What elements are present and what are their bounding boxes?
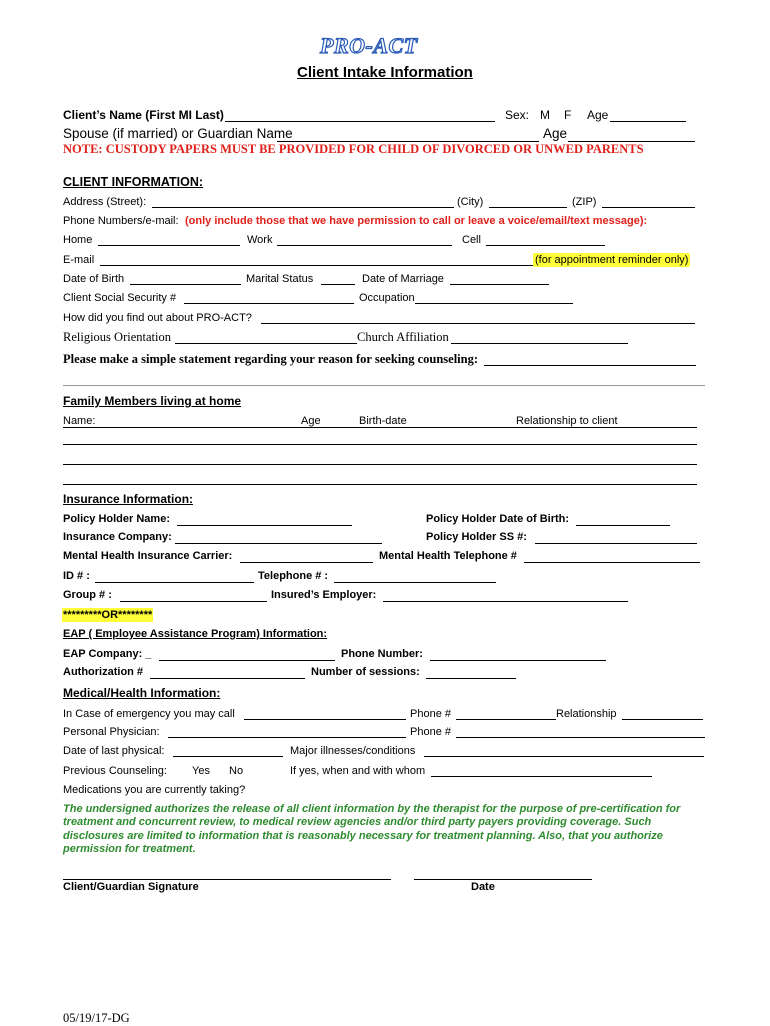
last-physical-label: Date of last physical: — [63, 745, 165, 757]
illnesses-line[interactable] — [424, 756, 704, 757]
mh-telephone-label: Mental Health Telephone # — [379, 550, 517, 562]
sex-m[interactable]: M — [540, 108, 550, 122]
group-line[interactable] — [120, 601, 267, 602]
phone-numbers-label: Phone Numbers/e-mail: — [63, 215, 179, 227]
mh-carrier-line[interactable] — [240, 562, 373, 563]
policy-holder-name-line[interactable] — [177, 525, 352, 526]
emergency-phone-line[interactable] — [456, 719, 556, 720]
telephone-line[interactable] — [334, 582, 496, 583]
family-row-line[interactable] — [63, 464, 697, 465]
authorization-label: Authorization # — [63, 666, 144, 678]
marital-status-line[interactable] — [321, 284, 355, 285]
page-title: Client Intake Information — [297, 64, 473, 81]
section-divider — [63, 385, 705, 386]
prev-yes-option[interactable]: Yes — [192, 765, 210, 777]
family-rel-col: Relationship to client — [516, 415, 618, 427]
address-label: Address (Street): — [63, 196, 147, 208]
phone-permission-note: (only include those that we have permission to call or leave a voice/email/text message): — [185, 215, 648, 227]
policy-holder-dob-label: Policy Holder Date of Birth: — [426, 513, 570, 525]
medical-heading: Medical/Health Information: — [63, 686, 221, 700]
client-info-heading: CLIENT INFORMATION: — [63, 175, 204, 189]
work-label: Work — [247, 234, 273, 246]
if-yes-label: If yes, when and with whom — [290, 765, 426, 777]
date-of-marriage-line[interactable] — [450, 284, 549, 285]
religious-line[interactable] — [175, 343, 357, 344]
eap-heading: EAP ( Employee Assistance Program) Information: — [63, 628, 328, 640]
id-label: ID # : — [63, 570, 90, 582]
if-yes-line[interactable] — [431, 776, 652, 777]
employer-line[interactable] — [383, 601, 628, 602]
religious-label: Religious Orientation — [63, 330, 171, 344]
insurance-company-label: Insurance Company: — [63, 531, 172, 543]
policy-holder-ss-label: Policy Holder SS #: — [426, 531, 527, 543]
statement-line[interactable] — [484, 365, 696, 366]
mh-carrier-label: Mental Health Insurance Carrier: — [63, 550, 233, 562]
family-row-line[interactable] — [63, 444, 697, 445]
pro-act-logo — [320, 33, 418, 59]
cell-label: Cell — [462, 234, 481, 246]
custody-note: NOTE: CUSTODY PAPERS MUST BE PROVIDED FOR CHILD OF DIVORCED OR UNWED PARENTS — [63, 142, 644, 156]
id-line[interactable] — [95, 582, 254, 583]
telephone-label: Telephone # : — [258, 570, 329, 582]
home-line[interactable] — [98, 245, 240, 246]
client-signature-line[interactable] — [63, 879, 391, 880]
medications-label: Medications you are currently taking? — [63, 784, 246, 796]
work-line[interactable] — [277, 245, 452, 246]
sex-f[interactable]: F — [564, 108, 572, 122]
eap-company-label: EAP Company: _ — [63, 648, 152, 660]
date-of-marriage-label: Date of Marriage — [362, 273, 444, 285]
family-header-line — [63, 427, 697, 428]
relationship-line[interactable] — [622, 719, 703, 720]
address-line[interactable] — [152, 207, 454, 208]
authorization-paragraph: The undersigned authorizes the release of all client information by the therapist for the purpose of pre-certification for treatment and concurrent review, to medical review agencies and/or third party payers providing coverage. Such disclosures are limited to information that is reasonably necessary for treatment planning. Also, that you authorize permission for treatment. — [63, 803, 681, 856]
dob-label: Date of Birth — [63, 273, 125, 285]
spouse-label: Spouse (if married) or Guardian Name — [63, 126, 293, 141]
insurance-heading: Insurance Information: — [63, 492, 194, 506]
clients-name-label: Client’s Name (First MI Last) — [63, 108, 224, 122]
church-label: Church Affiliation — [357, 330, 449, 344]
illnesses-label: Major illnesses/conditions — [290, 745, 416, 757]
eap-company-line[interactable] — [159, 660, 335, 661]
prev-counseling-label: Previous Counseling: — [63, 765, 167, 777]
date-signature-line[interactable] — [414, 879, 592, 880]
policy-holder-name-label: Policy Holder Name: — [63, 513, 170, 525]
statement-label: Please make a simple statement regarding your reason for seeking counseling: — [63, 352, 479, 366]
clients-name-line[interactable] — [225, 121, 495, 122]
policy-holder-ss-line[interactable] — [535, 543, 697, 544]
emergency-label: In Case of emergency you may call — [63, 708, 235, 720]
sessions-line[interactable] — [426, 678, 516, 679]
authorization-line[interactable] — [150, 678, 305, 679]
occupation-line[interactable] — [415, 303, 573, 304]
cell-line[interactable] — [486, 245, 605, 246]
form-revision-footer: 05/19/17-DG — [63, 1011, 130, 1025]
eap-phone-label: Phone Number: — [341, 648, 423, 660]
eap-company-text: EAP Company: — [63, 648, 143, 660]
physician-phone-line[interactable] — [456, 737, 705, 738]
eap-phone-line[interactable] — [430, 660, 606, 661]
ssn-line[interactable] — [184, 303, 354, 304]
policy-holder-dob-line[interactable] — [576, 525, 670, 526]
zip-line[interactable] — [602, 207, 695, 208]
statement-text: Please make a simple statement regarding your reason for seeking counseling — [63, 352, 474, 366]
relationship-label: Relationship — [556, 708, 617, 720]
email-line[interactable] — [100, 265, 533, 266]
age-label: Age — [587, 108, 609, 122]
date-label: Date — [471, 881, 495, 893]
family-heading: Family Members living at home — [63, 394, 242, 408]
family-name-col: Name: — [63, 415, 96, 427]
zip-label: (ZIP) — [572, 196, 597, 208]
found-line[interactable] — [261, 323, 695, 324]
dob-line[interactable] — [130, 284, 241, 285]
mh-telephone-line[interactable] — [524, 562, 700, 563]
prev-no-option[interactable]: No — [229, 765, 244, 777]
emergency-phone-label: Phone # — [410, 708, 451, 720]
home-label: Home — [63, 234, 93, 246]
client-signature-label: Client/Guardian Signature — [63, 881, 199, 893]
city-label: (City) — [457, 196, 484, 208]
physician-label: Personal Physician: — [63, 726, 160, 738]
city-line[interactable] — [489, 207, 567, 208]
insurance-company-line[interactable] — [175, 543, 382, 544]
occupation-label: Occupation — [359, 292, 415, 304]
last-physical-line[interactable] — [173, 756, 283, 757]
or-separator: *********OR******** — [63, 609, 153, 621]
church-line[interactable] — [451, 343, 628, 344]
employer-label: Insured’s Employer: — [271, 589, 377, 601]
emergency-line[interactable] — [244, 719, 406, 720]
email-label: E-mail — [63, 254, 95, 266]
group-label: Group # : — [63, 589, 112, 601]
family-birth-col: Birth-date — [359, 415, 407, 427]
age-line[interactable] — [610, 121, 686, 122]
ssn-label: Client Social Security # — [63, 292, 177, 304]
family-age-col: Age — [301, 415, 321, 427]
physician-line[interactable] — [168, 737, 406, 738]
found-label: How did you find out about PRO-ACT? — [63, 312, 252, 324]
sessions-label: Number of sessions: — [311, 666, 420, 678]
family-row-line[interactable] — [63, 484, 697, 485]
logo-text: PRO-ACT — [320, 33, 418, 58]
sex-label: Sex: — [505, 108, 530, 122]
email-note: (for appointment reminder only) — [535, 254, 689, 266]
physician-phone-label: Phone # — [410, 726, 451, 738]
marital-status-label: Marital Status — [246, 273, 314, 285]
spouse-age-label: Age — [543, 126, 568, 141]
